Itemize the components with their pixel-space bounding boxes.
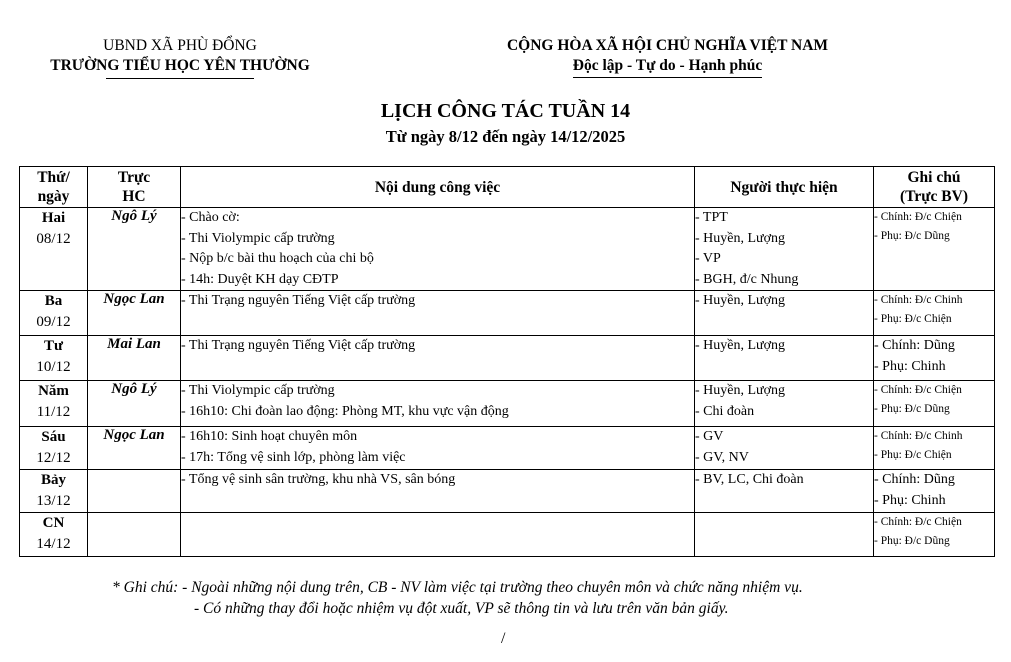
day-cell [20,381,88,427]
task-item: - Chào cờ: [181,210,240,225]
task-item: - Tổng vệ sinh sân trường, khu nhà VS, sân bóng [181,472,456,487]
notes-cell [874,208,995,291]
note-item: - Chính: Đ/c Chiện [874,384,962,396]
header-tasks: Nội dung công việc [181,167,695,208]
day-cell [20,427,88,470]
day-cell [20,513,88,557]
header-day-line1: Thứ/ [37,169,70,186]
day-name: Sáu [41,429,66,445]
note-item: - Phụ: Đ/c Chiện [874,449,952,461]
document-title: LỊCH CÔNG TÁC TUẦN 14 [380,100,631,122]
footnote [112,577,803,619]
person-item: - GV [695,429,724,444]
header-duty-line2: HC [122,188,146,205]
day-cell [20,470,88,513]
header-duty [88,167,181,208]
day-name: CN [42,515,65,531]
tasks-cell [181,470,695,513]
note-item: - Phụ: Chinh [874,492,946,508]
day-name: Tư [43,338,63,354]
people-cell [695,513,874,557]
person-item: - TPT [695,210,728,225]
tasks-cell [181,427,695,470]
note-item: - Chính: Đ/c Chinh [874,430,963,442]
footnote-line-2: - Có những thay đổi hoặc nhiệm vụ đột xuất, VP sẽ thông tin và lưu trên văn bản giấy. [194,600,729,617]
header-people: Người thực hiện [695,167,874,208]
table-row [20,470,995,513]
note-item: - Phụ: Đ/c Dũng [874,535,950,547]
note-item: - Chính: Đ/c Chinh [874,294,963,306]
people-cell [695,336,874,381]
note-item: - Chính: Dũng [874,338,955,353]
person-item: - Chi đoàn [695,403,755,419]
task-item: - Thi Trạng nguyên Tiếng Việt cấp trường [181,293,416,308]
day-date: 11/12 [36,404,71,420]
note-item: - Chính: Đ/c Chiện [874,516,962,528]
header-notes-line2: (Trực BV) [900,188,968,205]
country-name: CỘNG HÒA XÃ HỘI CHỦ NGHĨA VIỆT NAM [506,37,829,54]
schedule-table [19,166,995,557]
issuer-school: TRƯỜNG TIỂU HỌC YÊN THƯỜNG [50,57,310,74]
day-date: 13/12 [36,493,71,509]
national-motto: Độc lập - Tự do - Hạnh phúc [573,56,762,78]
document-subtitle: Từ ngày 8/12 đến ngày 14/12/2025 [385,127,626,146]
table-header-row [20,167,995,208]
duty-officer [88,513,181,557]
table-row [20,513,995,557]
task-item: - 17h: Tổng vệ sinh lớp, phòng làm việc [181,449,406,465]
people-cell [695,427,874,470]
trailing-mark: / [501,630,506,647]
day-cell [20,208,88,291]
note-item: - Chính: Dũng [874,472,955,487]
day-date: 12/12 [36,450,71,466]
person-item: - Huyền, Lượng [695,338,786,353]
notes-cell [874,381,995,427]
duty-officer: Ngọc Lan [88,291,181,336]
schedule-body [20,208,995,557]
header-notes-line1: Ghi chú [907,169,961,186]
task-item: - Thi Violympic cấp trường [181,383,335,398]
header-duty-line1: Trực [117,169,151,186]
task-item: - Thi Violympic cấp trường [181,230,335,246]
duty-officer: Ngô Lý [88,381,181,427]
day-cell [20,336,88,381]
note-item: - Phụ: Đ/c Dũng [874,403,950,415]
notes-cell [874,336,995,381]
header-notes [874,167,995,208]
notes-cell [874,291,995,336]
issuer-org: UBND XÃ PHÙ ĐỔNG [103,37,257,54]
day-cell [20,291,88,336]
day-name: Năm [38,383,69,399]
task-item: - 16h10: Chi đoàn lao động: Phòng MT, khu vực vận động [181,403,509,419]
people-cell [695,208,874,291]
table-row [20,381,995,427]
table-row [20,208,995,291]
header-day-line2: ngày [37,188,70,205]
table-row [20,291,995,336]
note-item: - Phụ: Đ/c Chiện [874,313,952,325]
issuer-block [40,36,320,79]
people-cell [695,381,874,427]
tasks-cell [181,381,695,427]
task-item: - Nộp b/c bài thu hoạch của chi bộ [181,251,374,266]
tasks-cell [181,291,695,336]
notes-cell [874,427,995,470]
note-item: - Phụ: Đ/c Dũng [874,230,950,242]
issuer-underline [106,78,254,79]
day-name: Bảy [40,472,66,488]
note-item: - Chính: Đ/c Chiện [874,211,962,223]
tasks-cell [181,208,695,291]
tasks-cell [181,513,695,557]
day-date: 14/12 [36,536,71,552]
day-date: 08/12 [36,231,71,247]
duty-officer: Mai Lan [88,336,181,381]
duty-officer: Ngô Lý [88,208,181,291]
note-item: - Phụ: Chinh [874,358,946,374]
person-item: - Huyền, Lượng [695,383,786,398]
table-row [20,427,995,470]
day-name: Hai [41,210,66,226]
day-date: 10/12 [36,359,71,375]
table-row [20,336,995,381]
day-date: 09/12 [36,314,71,330]
person-item: - GV, NV [695,449,749,465]
person-item: - BGH, đ/c Nhung [695,271,799,287]
people-cell [695,470,874,513]
task-item: - 16h10: Sinh hoạt chuyên môn [181,429,358,444]
footnote-line-1: * Ghi chú: - Ngoài những nội dung trên, CB - NV làm việc tại trường theo chuyên môn và chức năng nhiệm vụ. [112,579,803,596]
header-day [20,167,88,208]
day-name: Ba [44,293,63,309]
task-item: - Thi Trạng nguyên Tiếng Việt cấp trường [181,338,416,353]
tasks-cell [181,336,695,381]
national-header [470,36,865,78]
person-item: - Huyền, Lượng [695,230,786,246]
duty-officer: Ngọc Lan [88,427,181,470]
notes-cell [874,470,995,513]
people-cell [695,291,874,336]
person-item: - Huyền, Lượng [695,293,786,308]
duty-officer [88,470,181,513]
person-item: - BV, LC, Chi đoàn [695,472,804,487]
notes-cell [874,513,995,557]
task-item: - 14h: Duyệt KH dạy CĐTP [181,271,339,287]
person-item: - VP [695,251,721,266]
